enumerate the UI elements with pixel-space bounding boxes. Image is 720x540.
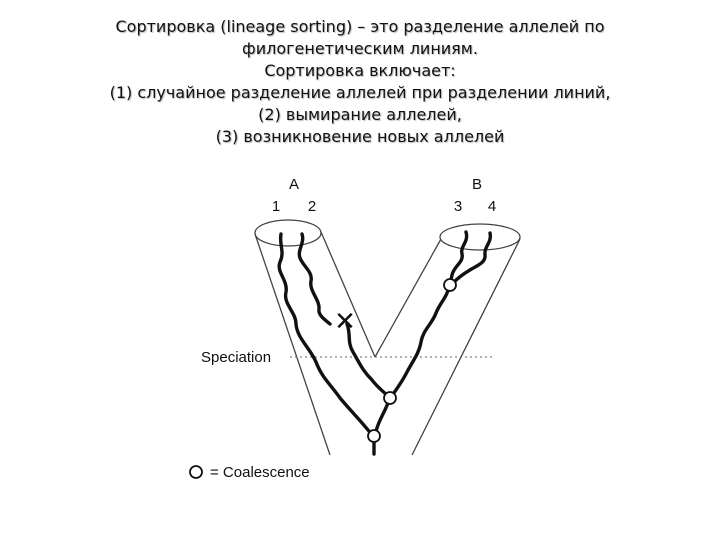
gene-lineage-allele-4 [453, 233, 490, 283]
title-line-2: филогенетическим линиям. [242, 39, 478, 58]
legend [190, 464, 310, 481]
title-line-4: (1) случайное разделение аллелей при разделении линий, [109, 83, 611, 102]
coalescence-node-b [444, 279, 456, 291]
extinction-cross-icon: ✕ [334, 307, 356, 337]
coalescence-node-root [368, 430, 380, 442]
title-line-3: Сортировка включает: [264, 61, 456, 80]
lineage-a-label: A [288, 176, 300, 193]
gene-lineage-b-trunk [391, 287, 449, 397]
lineage-b-label: B [471, 176, 483, 193]
gene-lineage-allele-1 [279, 234, 373, 436]
lineage-b-inner-edge [375, 239, 441, 357]
gene-lineage-allele-2 [299, 234, 330, 324]
speciation-label: Speciation [201, 349, 272, 366]
legend-coalescence-text: = Coalescence [210, 464, 310, 481]
allele-1-label: 1 [271, 198, 281, 215]
coalescence-node-middle [384, 392, 396, 404]
title-line-5: (2) вымирание аллелей, [258, 105, 462, 124]
lineage-b-top-ellipse [440, 224, 520, 250]
allele-4-label: 4 [487, 198, 497, 215]
species-tree [255, 220, 520, 455]
gene-tree [279, 232, 490, 454]
lineage-a-outer-edge [255, 234, 330, 455]
allele-3-label: 3 [453, 198, 463, 215]
title-line-6: (3) возникновение новых аллелей [215, 127, 505, 146]
lineage-a-top-ellipse [255, 220, 321, 246]
gene-lineage-to-root [375, 400, 389, 434]
title-line-1: Сортировка (lineage sorting) – это разделение аллелей по [115, 17, 605, 36]
legend-coalescence-icon [190, 466, 202, 478]
allele-2-label: 2 [307, 198, 317, 215]
